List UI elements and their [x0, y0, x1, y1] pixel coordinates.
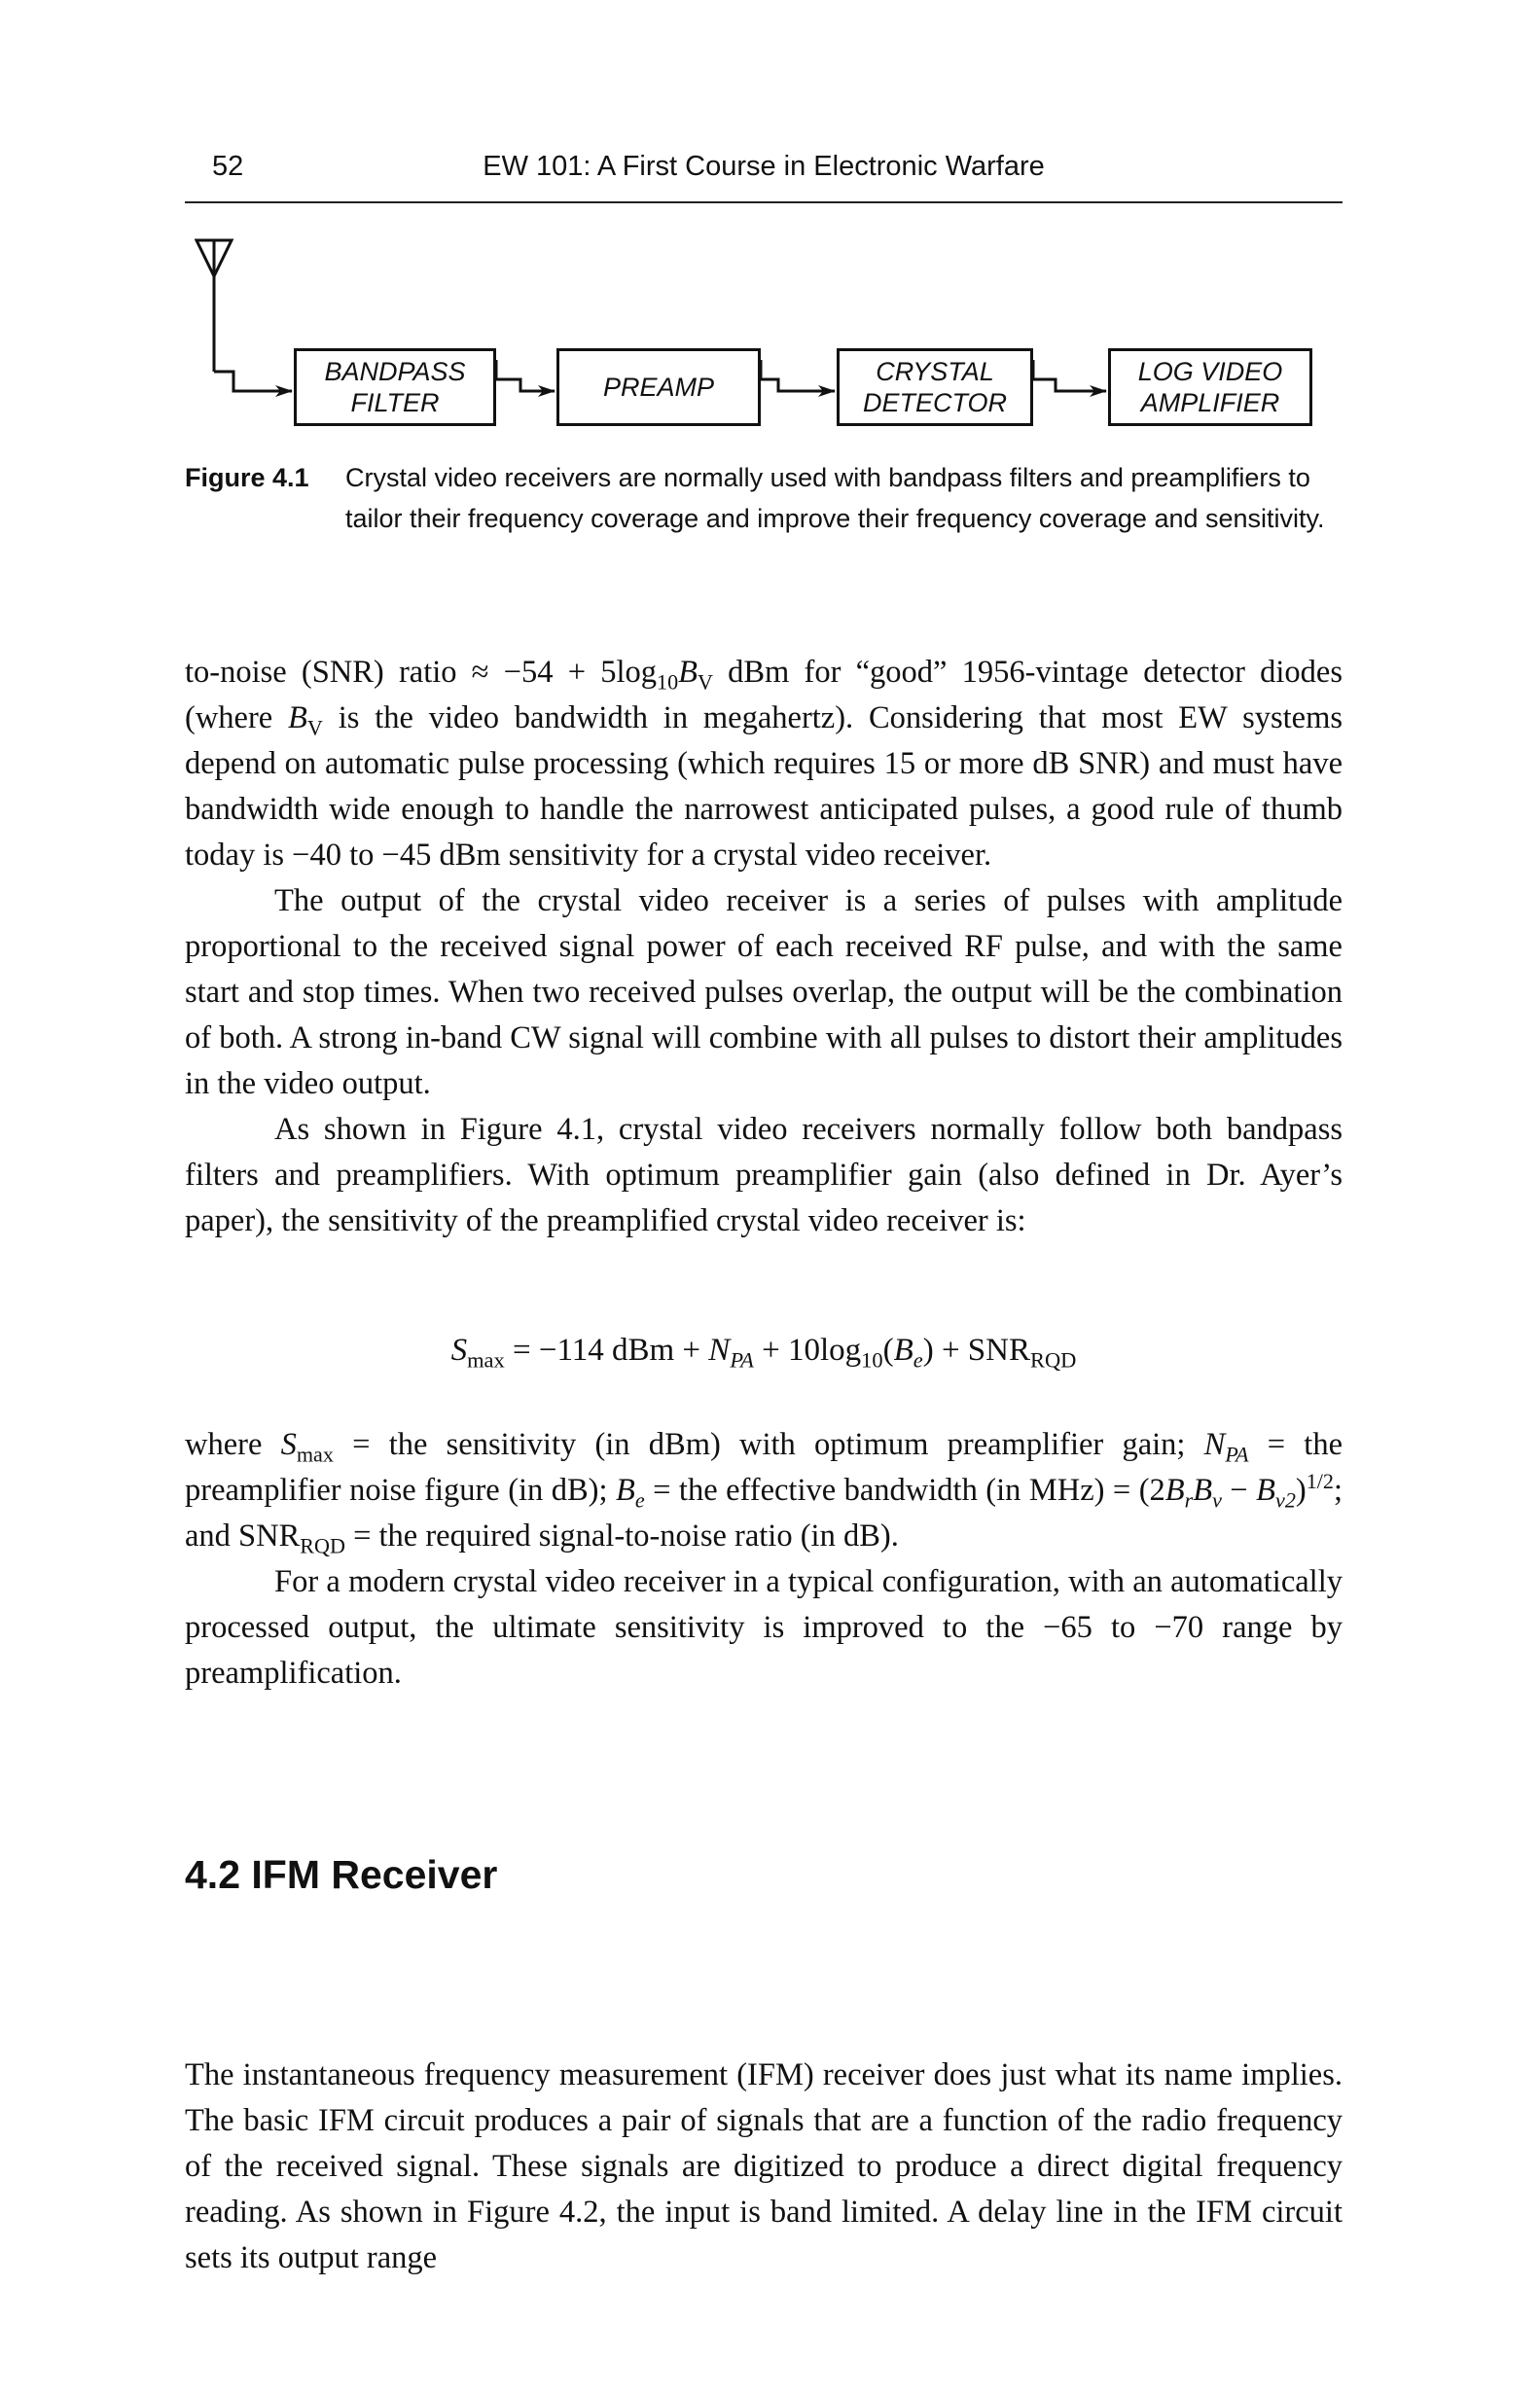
antenna-icon	[197, 240, 232, 372]
text-run: ) + SNR	[922, 1333, 1030, 1368]
block-crystal-detector	[837, 348, 1033, 426]
paragraph-snr	[185, 650, 1343, 878]
math-var: B	[1193, 1473, 1213, 1508]
math-var: B	[1164, 1473, 1185, 1508]
text-run: = the required signal-to-noise ratio (in dB).	[344, 1519, 899, 1554]
subscript: PA	[730, 1347, 754, 1373]
paragraph-where	[185, 1422, 1343, 1559]
paragraph-figure-ref: As shown in Figure 4.1, crystal video receivers normally follow both bandpass filters and preamplifiers. With optimum preamplifier gain (also defined in Dr. Ayer’s paper), the sensitivity of the preamplified crystal video receiver is:	[185, 1112, 1343, 1238]
subscript: 10	[657, 669, 679, 695]
math-var: S	[280, 1427, 297, 1462]
text-run: (	[882, 1333, 894, 1368]
block-log-video-amplifier	[1108, 348, 1312, 426]
connector-preamp-detector	[761, 360, 835, 391]
block-label-line2: FILTER	[350, 388, 440, 417]
block-preamp	[556, 348, 761, 426]
math-var: N	[1203, 1427, 1226, 1462]
body-block-1	[185, 650, 1343, 1244]
caption-text: Crystal video receivers are normally used with bandpass filters and preamplifiers to tailor their frequency coverage and improve their frequency coverage and sensitivity.	[345, 463, 1325, 533]
body-block-3	[185, 2053, 1343, 2281]
running-title: EW 101: A First Course in Electronic Warfare	[483, 151, 1045, 182]
math-var: B	[288, 700, 307, 735]
block-label-line2: AMPLIFIER	[1140, 388, 1280, 417]
text-run: = the effective bandwidth (in MHz) = (2	[644, 1473, 1165, 1508]
subscript: RQD	[300, 1533, 345, 1558]
subscript: V	[306, 715, 323, 740]
block-label-line2: DETECTOR	[862, 388, 1007, 417]
block-bandpass-filter	[294, 348, 496, 426]
math-var: S	[450, 1333, 468, 1368]
subscript: PA	[1225, 1442, 1249, 1467]
text-run: = the preamplifier noise figure (in dB);	[185, 1427, 1343, 1508]
caption-label: Figure 4.1	[185, 463, 309, 492]
connector-antenna-filter	[214, 372, 292, 391]
subscript: max	[467, 1347, 505, 1373]
block-label-line1: CRYSTAL	[876, 357, 994, 386]
paragraph-output: The output of the crystal video receiver is a series of pulses with amplitude proportional to the received signal power of each received RF pulse, and with the same start and stop times. When two received pulses overlap, the output will be the combination of both. A strong in-band CW signal will combine with all pulses to distort their amplitudes in the video output.	[185, 883, 1343, 1101]
connector-detector-amplifier	[1033, 360, 1106, 391]
subscript: r	[1184, 1487, 1194, 1513]
text-run: to-noise (SNR) ratio ≈ −54 + 5log	[185, 655, 658, 690]
math-var: B	[893, 1333, 913, 1368]
subscript: v	[1212, 1487, 1222, 1513]
subscript: max	[296, 1442, 334, 1467]
body-block-2	[185, 1422, 1343, 1697]
paragraph-modern-receiver: For a modern crystal video receiver in a typical configuration, with an automatically processed output, the ultimate sensitivity is improved to the −65 to −70 range by preamplification.	[185, 1564, 1343, 1691]
math-var: B	[616, 1473, 635, 1508]
math-var: B	[678, 655, 698, 690]
text-run: −	[1221, 1473, 1257, 1508]
text-run: )	[1295, 1473, 1307, 1508]
text-run: = the sensitivity (in dBm) with optimum preamplifier gain;	[333, 1427, 1204, 1462]
text-run: is the video bandwidth in megahertz). Considering that most EW systems depend on automatic pulse processing (which requires 15 or more dB SNR) and must have bandwidth wide enough to handle the narrowest anticipated pulses, a good rule of thumb today is −40 to −45 dBm sensitivity for a crystal video receiver.	[185, 700, 1343, 873]
subscript: RQD	[1030, 1347, 1077, 1373]
figure-caption	[185, 457, 1352, 539]
page-number: 52	[212, 151, 244, 182]
text-run: = −114 dBm +	[504, 1333, 709, 1368]
text-run: where	[185, 1427, 281, 1462]
text-run: ; and SNR	[185, 1473, 1343, 1554]
math-var: N	[708, 1333, 731, 1368]
subscript: V	[697, 669, 713, 695]
figure-4-1	[195, 233, 1362, 447]
paragraph-ifm: The instantaneous frequency measurement (IFM) receiver does just what its name implies. The basic IFM circuit produces a pair of signals that are a function of the radio frequency of the received signal. These signals are digitized to produce a direct digital frequency reading. As shown in Figure 4.2, the input is band limited. A delay line in the IFM circuit sets its output range	[185, 2057, 1343, 2275]
sensitivity-equation	[185, 1333, 1343, 1373]
block-label-line1: BANDPASS	[324, 357, 466, 386]
block-label-line1: LOG VIDEO	[1137, 357, 1283, 386]
text-run: + 10log	[753, 1333, 862, 1368]
superscript: 1/2	[1306, 1469, 1334, 1494]
subscript: 10	[861, 1347, 883, 1373]
block-label-line1: PREAMP	[602, 373, 715, 402]
subscript: e	[913, 1347, 923, 1373]
math-var: B	[1256, 1473, 1276, 1508]
connector-filter-preamp	[496, 360, 555, 391]
running-header	[185, 151, 1343, 203]
subscript: e	[634, 1487, 645, 1513]
section-heading: 4.2 IFM Receiver	[185, 1852, 498, 1897]
subscript: v2	[1275, 1487, 1296, 1513]
text-run: dBm for “good” 1956-vintage detector diodes (where	[185, 655, 1343, 735]
